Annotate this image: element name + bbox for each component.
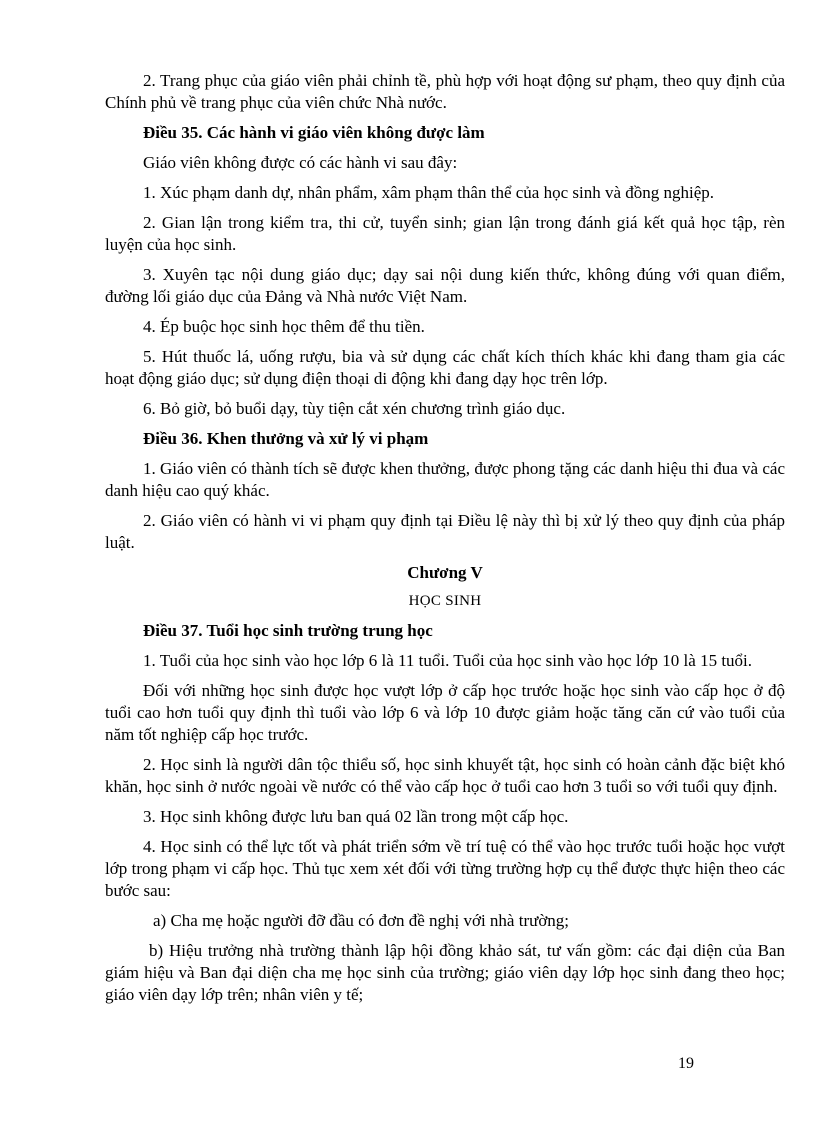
article-35-item-1: 1. Xúc phạm danh dự, nhân phẩm, xâm phạm thân thể của học sinh và đồng nghiệp.: [143, 183, 715, 202]
document-page: [105, 70, 785, 1014]
article-36-item-2: 2. Giáo viên có hành vi vi phạm quy định tại Điều lệ này thì bị xử lý theo quy định của pháp luật.: [105, 511, 785, 552]
article-35-heading: Điều 35. Các hành vi giáo viên không được làm: [143, 123, 485, 142]
article-36-heading: Điều 36. Khen thưởng và xử lý vi phạm: [143, 429, 429, 448]
article-37-item-1: 1. Tuổi của học sinh vào học lớp 6 là 11 tuổi. Tuổi của học sinh vào học lớp 10 là 15 tuổi.: [143, 651, 753, 670]
article-37-item-4: 4. Học sinh có thể lực tốt và phát triển sớm về trí tuệ có thể vào học trước tuổi hoặc học vượt lớp trong phạm vi cấp học. Thủ tục xem xét đối với từng trường hợp cụ thể được thực hiện theo các bước sau:: [105, 837, 785, 900]
paragraph-dress-code: 2. Trang phục của giáo viên phải chỉnh tề, phù hợp với hoạt động sư phạm, theo quy định của Chính phủ về trang phục của viên chức Nhà nước.: [105, 71, 785, 112]
article-35-item-2: 2. Gian lận trong kiểm tra, thi cử, tuyển sinh; gian lận trong đánh giá kết quả học tập, rèn luyện của học sinh.: [105, 213, 785, 254]
article-37-item-2: 2. Học sinh là người dân tộc thiểu số, học sinh khuyết tật, học sinh có hoàn cảnh đặc biệt khó khăn, học sinh ở nước ngoài về nước có thể vào cấp học ở tuổi cao hơn 3 tuổi so với tuổi quy định.: [105, 755, 785, 796]
article-37-item-1-note: Đối với những học sinh được học vượt lớp ở cấp học trước hoặc học sinh vào cấp học ở độ tuổi cao hơn tuổi quy định thì tuổi vào lớp 6 và lớp 10 được giảm hoặc tăng căn cứ vào tuổi của năm tốt nghiệp cấp học trước.: [105, 681, 785, 744]
article-37-heading: Điều 37. Tuổi học sinh trường trung học: [143, 621, 433, 640]
page-number: 19: [678, 1055, 694, 1072]
article-37-item-3: 3. Học sinh không được lưu ban quá 02 lần trong một cấp học.: [143, 807, 569, 826]
chapter-title: Chương V: [407, 563, 483, 582]
article-35-item-4: 4. Ép buộc học sinh học thêm để thu tiền.: [143, 317, 425, 336]
article-35-item-5: 5. Hút thuốc lá, uống rượu, bia và sử dụng các chất kích thích khác khi đang tham gia các hoạt động giáo dục; sử dụng điện thoại di động khi đang dạy học trên lớp.: [105, 347, 785, 388]
article-37-item-4-b: b) Hiệu trưởng nhà trường thành lập hội đồng khảo sát, tư vấn gồm: các đại diện của Ban giám hiệu và Ban đại diện cha mẹ học sinh của trường; giáo viên dạy lớp học sinh đang theo học; giáo viên dạy lớp trên; nhân viên y tế;: [105, 941, 785, 1004]
article-36-item-1: 1. Giáo viên có thành tích sẽ được khen thưởng, được phong tặng các danh hiệu thi đua và các danh hiệu cao quý khác.: [105, 459, 785, 500]
article-35-item-6: 6. Bỏ giờ, bỏ buổi dạy, tùy tiện cắt xén chương trình giáo dục.: [143, 399, 566, 418]
article-35-item-3: 3. Xuyên tạc nội dung giáo dục; dạy sai nội dung kiến thức, không đúng với quan điểm, đường lối giáo dục của Đảng và Nhà nước Việt Nam.: [105, 265, 785, 306]
article-37-item-4-a: a) Cha mẹ hoặc người đỡ đầu có đơn đề nghị với nhà trường;: [153, 911, 570, 930]
chapter-subtitle: HỌC SINH: [408, 593, 482, 609]
article-35-intro: Giáo viên không được có các hành vi sau đây:: [143, 153, 458, 172]
